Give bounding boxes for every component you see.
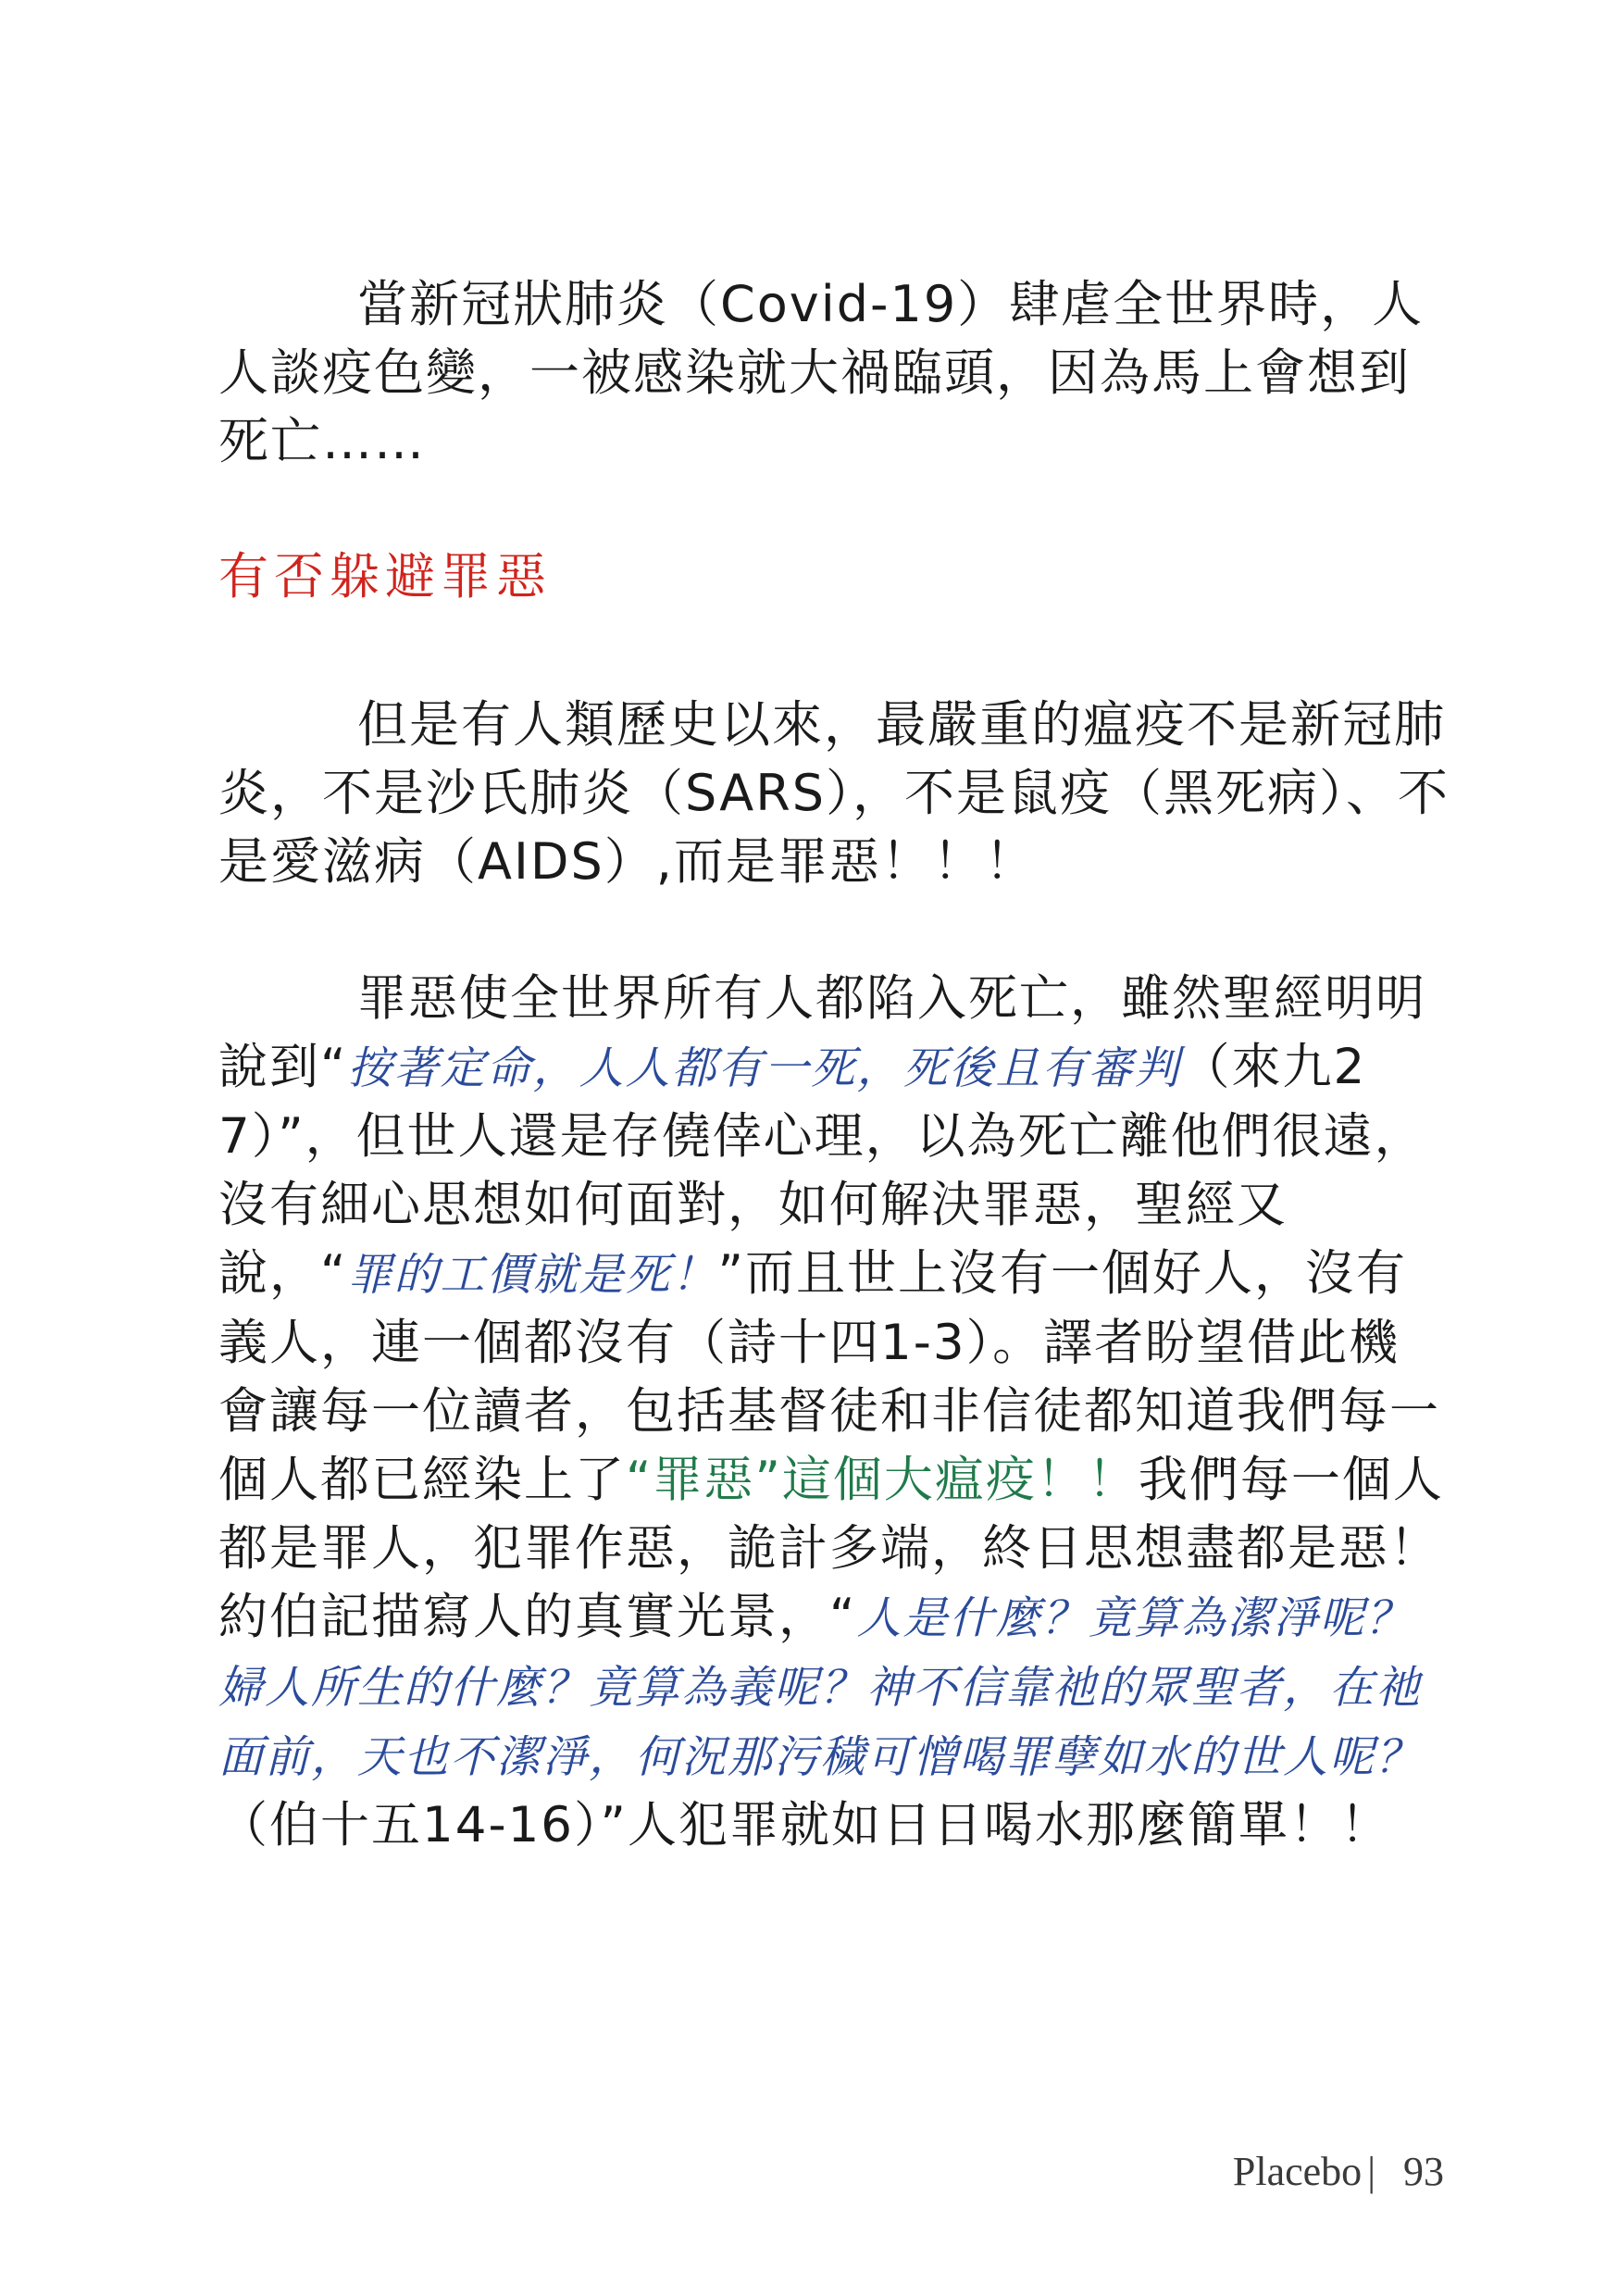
body-text: 我們每一個人都是罪人，犯罪作惡，詭計多端，終日思想盡都是惡！約伯記描寫人的真實光景，“ [218, 1452, 1444, 1645]
scripture-quote: 按著定命，人人都有一死，死後且有審判 [347, 1042, 1181, 1094]
scripture-quote: 罪的工價就是死！ [347, 1249, 718, 1301]
footer-separator: | [1367, 2149, 1375, 2194]
book-title: Placebo [1232, 2149, 1363, 2194]
body-text: ”而且世上沒有一個好人，沒有義人，連一個都沒有（詩十四1-3）。譯者盼望借此機會讓每一位讀者，包括基督徒和非信徒都知道我們每一個人都已經染上了 [218, 1245, 1440, 1508]
scripture-quote: 人是什麼？竟算為潔淨呢？婦人所生的什麼？竟算為義呢？神不信靠祂的眾聖者，在祂面前，天也不潔淨，何況那污穢可憎喝罪孽如水的世人呢？ [218, 1592, 1423, 1783]
body-text: （來九27）”，但世人還是存僥倖心理，以為死亡離他們很遠，沒有細心思想如何面對，如何解決罪惡，聖經又說，“ [218, 1039, 1425, 1302]
section-heading: 有否躲避罪惡 [218, 547, 552, 605]
paragraph-sin [218, 965, 1450, 1860]
highlight-text: “罪惡”這個大瘟疫！！ [626, 1452, 1139, 1508]
paragraph-intro: 當新冠狀肺炎（Covid-19）肆虐全世界時，人人談疫色變，一被感染就大禍臨頭，因為馬上會想到死亡…… [218, 275, 1425, 470]
page-footer [1233, 2148, 1444, 2195]
body-text: 罪惡使全世界所有人都陷入死亡，雖然聖經明明說到“ [218, 970, 1426, 1095]
page-number: 93 [1403, 2149, 1444, 2194]
paragraph-plague: 但是有人類歷史以來，最嚴重的瘟疫不是新冠肺炎，不是沙氏肺炎（SARS），不是鼠疫（黑死病）、不是愛滋病（AIDS）,而是罪惡！！！ [218, 695, 1450, 891]
body-text: （伯十五14-16）”人犯罪就如日日喝水那麼簡單！！ [218, 1797, 1391, 1853]
